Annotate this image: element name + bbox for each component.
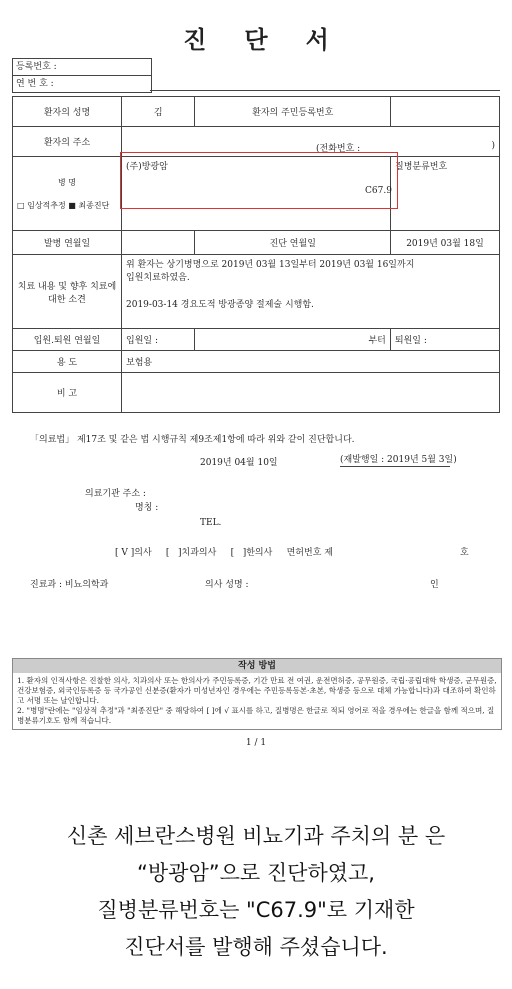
treatment-line-1: 위 환자는 상기병명으로 2019년 03월 13일부터 2019년 03월 16일까지: [126, 260, 415, 270]
guide-item-1: 1. 환자의 인적사항은 진찰한 의사, 치과의사 또는 한의사가 주민등록증, 기간 만료 전 여권, 운전면허증, 공무원증, 국립·공립대학 학생증, 군무원증, 건강보험증, 외국인등록증 등 국가공인 신분증(환자가 미성년자인 경우에는 주민등록등본·초본, 학생증 등으로 대체 가능합니다)과 대조하여 확인하고 서명 또는 날인합니다.: [17, 676, 497, 705]
institution-name-label: 명칭 :: [135, 503, 159, 513]
disease-label-cell: [13, 157, 122, 231]
code-label: 질병분류번호: [395, 162, 448, 172]
diagnosis-table: [12, 96, 500, 413]
writing-guide: [12, 658, 502, 730]
guide-item-2: 2. "병명"란에는 "임상적 추정"과 "최종진단" 중 해당하여 [ ]에 √ 표시를 하고, 질병명은 한글로 적되 영어로 적을 경우에는 한글을 함께 적으며, 질병분류기호도 함께 적습니다.: [17, 706, 495, 725]
usage-value: 보험용: [122, 351, 500, 373]
discharge: 퇴원일 :: [390, 329, 499, 351]
patient-address-label: 환자의 주소: [13, 127, 122, 157]
admit-label: 입원.퇴원 연월일: [13, 329, 122, 351]
disease-code: C67.9: [365, 186, 392, 196]
onset-label: 발병 연월일: [13, 231, 122, 255]
treatment-line-3: 2019-03-14 경요도적 방광종양 절제술 시행함.: [126, 300, 314, 310]
institution-address-label: 의료기관 주소 :: [85, 489, 146, 499]
highlight-box: [120, 152, 398, 209]
patient-name-label: 환자의 성명: [13, 97, 122, 127]
caption: [0, 818, 512, 966]
disease-name: (주)방광암: [122, 157, 391, 231]
doctor-types: [ V ]의사 [ ]치과의사 [ ]한의사 면허번호 제: [115, 548, 333, 558]
treatment-label: 치료 내용 및 향후 치료에 대한 소견: [13, 255, 122, 329]
caption-line-1: 신촌 세브란스병원 비뇨기과 주치의 분 은: [66, 824, 446, 848]
patient-rrn-label: 환자의 주민등록번호: [195, 97, 391, 127]
reissue-underline: [340, 466, 450, 467]
onset-value: [122, 231, 195, 255]
issue-date: 2019년 04월 10일: [200, 458, 278, 468]
caption-line-2: “방광암”으로 진단하였고,: [137, 861, 375, 885]
seal-mark: 인: [430, 580, 439, 590]
caption-line-4: 진단서를 발행해 주셨습니다.: [124, 935, 388, 959]
diag-date: 2019년 03월 18일: [391, 231, 500, 255]
admit-from: 입원일 :: [122, 329, 195, 351]
diagnosis-type: □ 임상적추정 ■ 최종진단: [17, 200, 110, 210]
document-title: 진단서: [183, 25, 367, 54]
law-text: 「의료법」 제17조 및 같은 법 시행규칙 제9조제1항에 따라 위와 같이 진단합니다.: [30, 435, 355, 445]
disease-label: 병 명: [58, 177, 76, 187]
guide-title: 작성 방법: [13, 659, 501, 673]
serial-no-label: 연 번 호 :: [16, 79, 54, 89]
note-label: 비 고: [13, 373, 122, 413]
page-number: 1 / 1: [245, 738, 267, 748]
diag-date-label: 진단 연월일: [195, 231, 391, 255]
usage-label: 용 도: [13, 351, 122, 373]
phone-close: ): [491, 141, 495, 151]
header-rule: [150, 90, 500, 91]
reg-no-label: 등록번호 :: [13, 59, 151, 76]
doctor-name-label: 의사 성명 :: [205, 580, 249, 590]
caption-line-3: 질병분류번호는 "C67.9"로 기재한: [97, 898, 415, 922]
reissue-date: (재발행일 : 2019년 5월 3일): [340, 455, 457, 465]
treatment-cell: [122, 255, 500, 329]
admit-to: 부터: [195, 329, 390, 351]
phone-label: (전화번호 :: [316, 144, 361, 154]
code-cell: [391, 157, 500, 231]
registration-box: [12, 58, 152, 93]
treatment-line-2: 입원치료하였음.: [126, 273, 190, 283]
tel-label: TEL.: [200, 518, 222, 528]
department: 진료과 : 비뇨의학과: [30, 580, 109, 590]
note-value: [122, 373, 500, 413]
guide-body: [13, 673, 501, 729]
patient-name: 김: [122, 97, 195, 127]
license-suffix: 호: [460, 548, 469, 558]
patient-rrn-value: [391, 97, 500, 127]
